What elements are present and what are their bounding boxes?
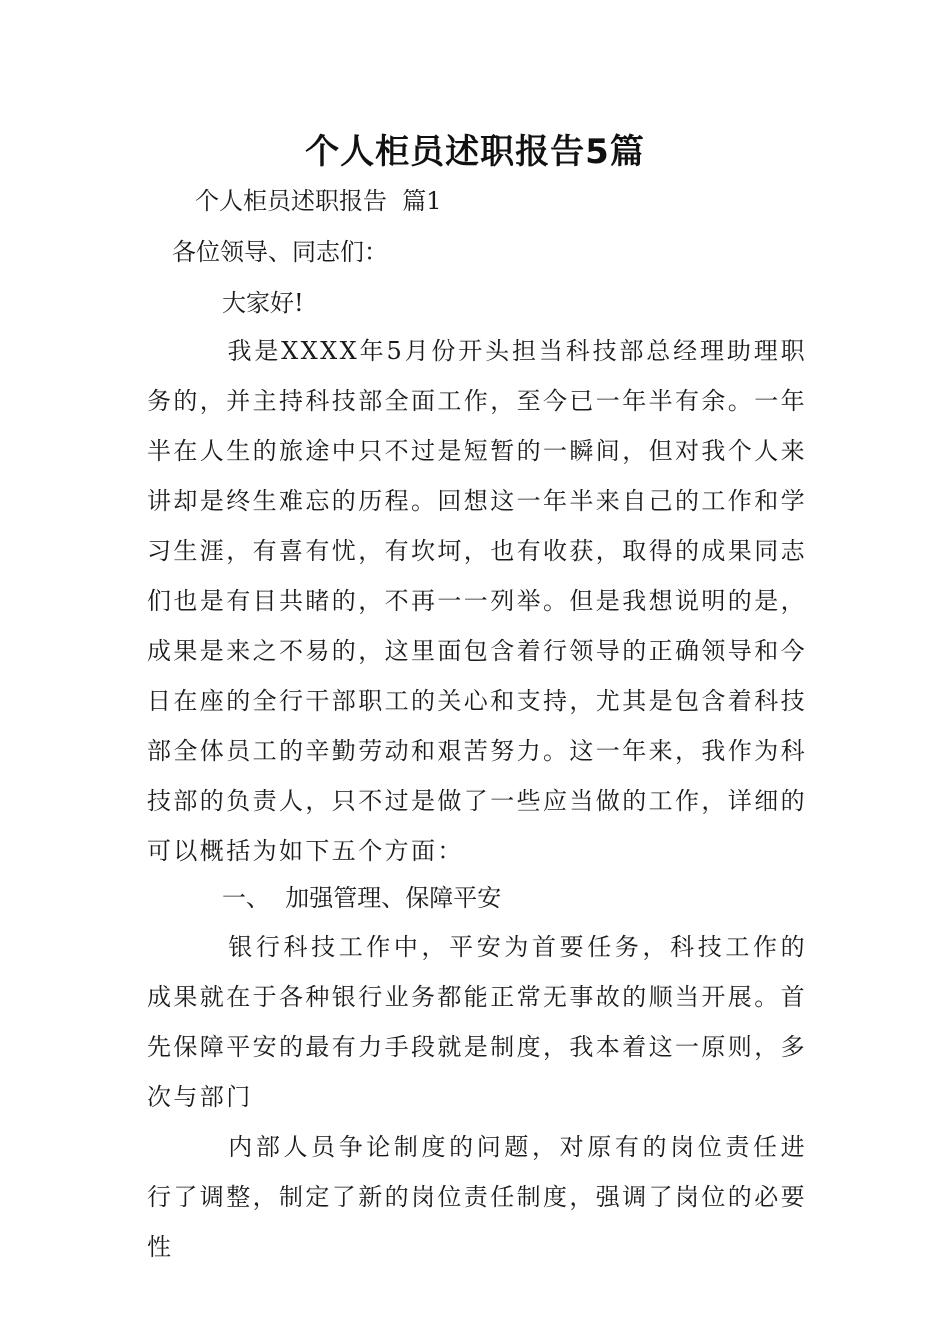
paragraph-responsibility-text: 内部人员争论制度的问题，对原有的岗位责任进行了调整，制定了新的岗位责任制度，强调了岗位的必要性 <box>147 1133 807 1261</box>
document-subtitle: 个人柜员述职报告 篇1 <box>195 187 442 215</box>
document-title: 个人柜员述职报告5篇 <box>305 132 645 172</box>
section-heading: 一、 加强管理、保障平安 <box>222 884 502 912</box>
greeting: 大家好! <box>222 289 304 317</box>
salutation: 各位领导、同志们： <box>172 238 388 266</box>
paragraph-security <box>147 922 807 1122</box>
paragraph-security-text: 银行科技工作中，平安为首要任务，科技工作的成果就在于各种银行业务都能正常无事故的顺当开展。首先保障平安的最有力手段就是制度，我本着这一原则，多次与部门 <box>147 933 807 1111</box>
paragraph-responsibility <box>147 1122 807 1272</box>
paragraph-intro <box>147 326 807 876</box>
paragraph-intro-text: 我是XXXX年5月份开头担当科技部总经理助理职务的，并主持科技部全面工作，至今已一年半有余。一年半在人生的旅途中只不过是短暂的一瞬间，但对我个人来讲却是终生难忘的历程。回想这一年半来自己的工作和学习生涯，有喜有忧，有坎坷，也有收获，取得的成果同志们也是有目共睹的，不再一一列举。但是我想说明的是，成果是来之不易的，这里面包含着行领导的正确领导和今日在座的全行干部职工的关心和支持，尤其是包含着科技部全体员工的辛勤劳动和艰苦努力。这一年来，我作为科技部的负责人，只不过是做了一些应当做的工作，详细的可以概括为如下五个方面： <box>147 337 807 865</box>
